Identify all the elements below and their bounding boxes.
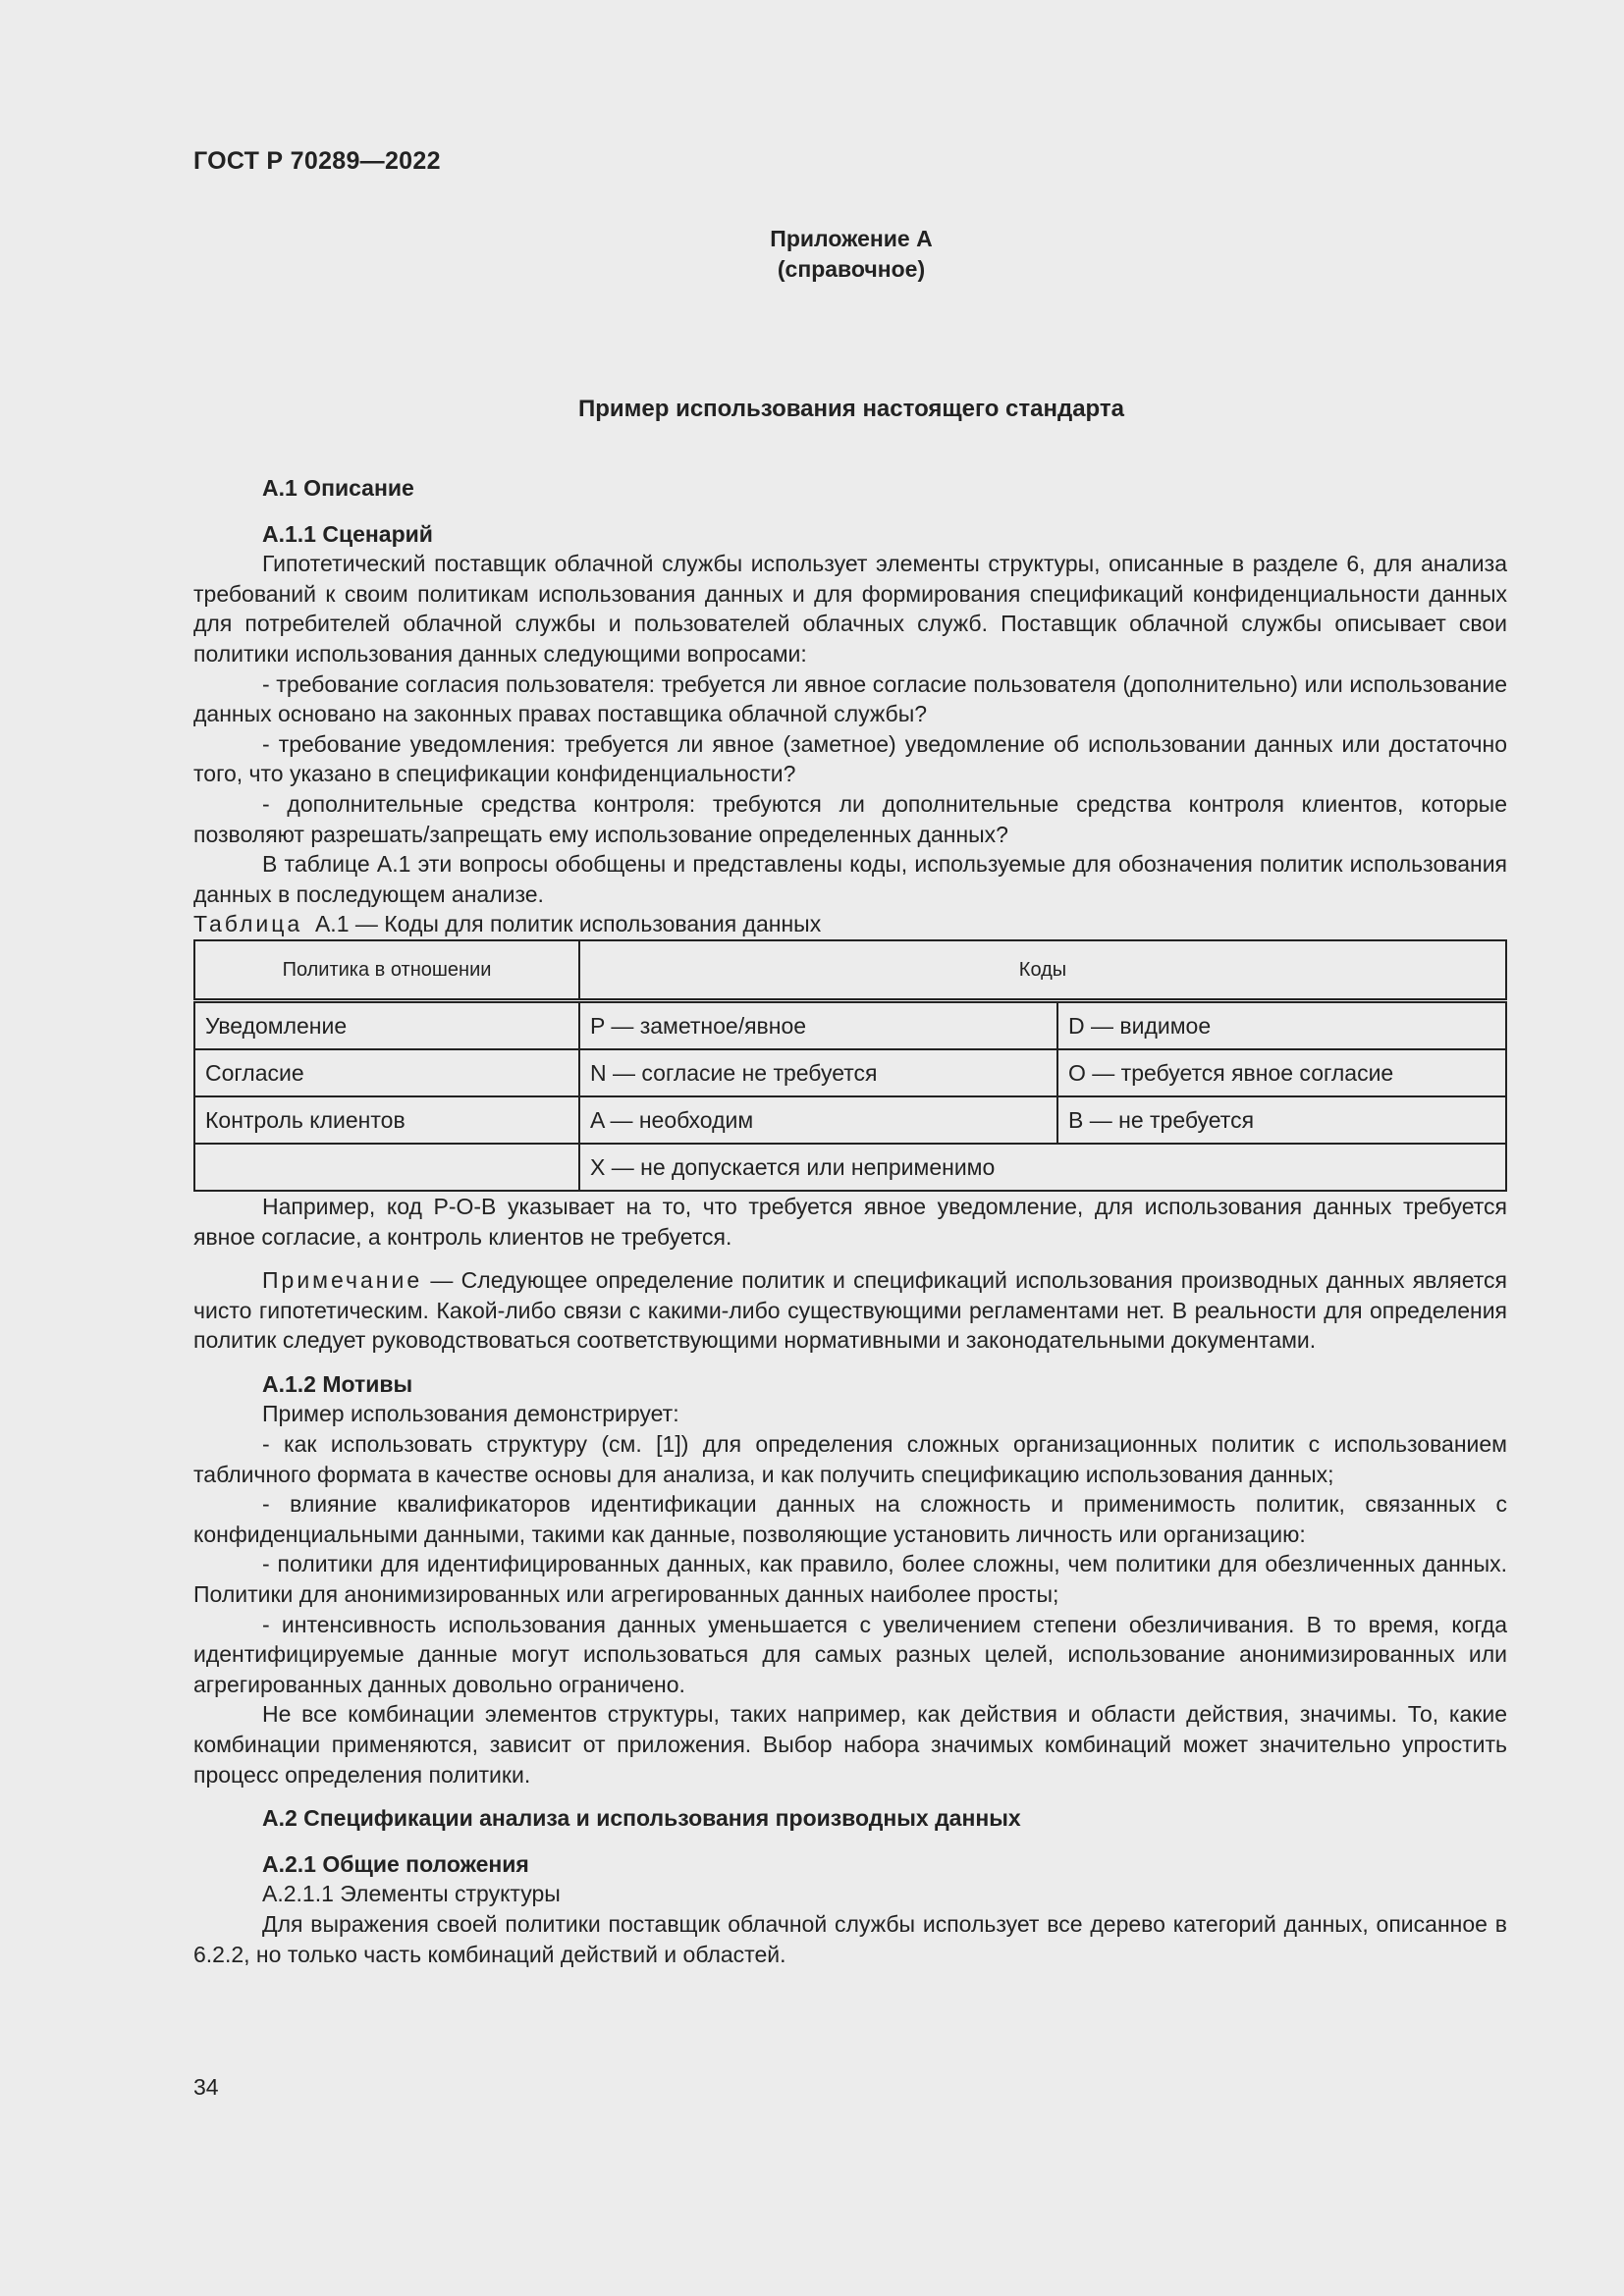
note-paragraph [193,1265,1507,1356]
table-caption-text: А.1 — Коды для политик использования данных [314,911,822,937]
list-item: - политики для идентифицированных данных, как правило, более сложны, чем политики для обезличенных данных. Политики для анонимизированных или агрегированных данных наиболее просты; [193,1551,1507,1608]
main-content [193,473,1507,1969]
table-header-policy: Политика в отношении [194,940,579,1001]
page-number: 34 [193,2074,219,2100]
list-item: - требование уведомления: требуется ли явное (заметное) уведомление об использовании данных или достаточно того, что указано в спецификации конфиденциальности? [193,730,1507,787]
table-row [194,1096,1506,1144]
codes-table [193,939,1507,1192]
table-cell: N — согласие не требуется [579,1049,1057,1096]
list-item: - дополнительные средства контроля: требуются ли дополнительные средства контроля клиентов, которые позволяют разрешать/запрещать ему использование определенных данных? [193,790,1507,847]
paragraph: Пример использования демонстрирует: [262,1401,679,1427]
section-heading-a112: А.1.2 Мотивы [262,1370,413,1397]
paragraph: Не все комбинации элементов структуры, таких например, как действия и области действия, значимы. То, какие комбинации применяются, зависит от приложения. Выбор набора значимых комбинаций может значительно упростить процесс определения политики. [193,1701,1507,1788]
table-cell: B — не требуется [1057,1096,1506,1144]
table-cell: X — не допускается или неприменимо [579,1144,1506,1191]
list-item: - влияние квалификаторов идентификации данных на сложность и применимость политик, связанных с конфиденциальными данными, такими как данные, позволяющие установить личность или организацию: [193,1491,1507,1547]
paragraph: Для выражения своей политики поставщик облачной службы использует все дерево категорий данных, описанное в 6.2.2, но только часть комбинаций действий и областей. [193,1910,1507,1967]
list-item: - требование согласия пользователя: требуется ли явное согласие пользователя (дополнительно) или использование данных основано на законных правах поставщика облачной службы? [193,670,1507,727]
table-cell: P — заметное/явное [579,1000,1057,1049]
table-cell: D — видимое [1057,1000,1506,1049]
table-cell [194,1144,579,1191]
table-header-codes: Коды [579,940,1506,1001]
paragraph: Гипотетический поставщик облачной службы использует элементы структуры, описанные в разделе 6, для анализа требований к своим политикам использования данных и для формирования спецификаций конфиденциальности данных для потребителей облачной службы и пользователей облачных служб. Поставщик облачной службы описывает свои политики использования данных следующими вопросами: [193,551,1507,667]
paragraph: Например, код P-O-B указывает на то, что требуется явное уведомление, для использования данных требуется явное согласие, а контроль клиентов не требуется. [193,1193,1507,1250]
list-item: - как использовать структуру (см. [1]) для определения сложных организационных политик с использованием табличного формата в качестве основы для анализа, и как получить спецификацию использования данных; [193,1431,1507,1487]
table-row [194,1000,1506,1049]
document-code: ГОСТ Р 70289—2022 [193,147,441,175]
annex-kind: (справочное) [777,256,926,282]
table-caption [193,909,1507,939]
annex-title: Пример использования настоящего стандарта [577,396,1124,422]
list-item: - интенсивность использования данных уменьшается с увеличением степени обезличивания. В то время, когда идентифицируемые данные могут использоваться для самых разных целей, использование анонимизированных или агрегированных данных довольно ограничено. [193,1611,1507,1697]
table-cell: Контроль клиентов [194,1096,579,1144]
table-row [194,1144,1506,1191]
section-heading-a1: А.1 Описание [262,475,414,501]
annex-label-block [0,224,1624,285]
paragraph: В таблице А.1 эти вопросы обобщены и представлены коды, используемые для обозначения политик использования данных в последующем анализе. [193,851,1507,907]
table-row [194,1049,1506,1096]
table-header-row [194,940,1506,1001]
table-cell: Уведомление [194,1000,579,1049]
table-cell: O — требуется явное согласие [1057,1049,1506,1096]
annex-label: Приложение А [770,226,933,251]
table-caption-word: Таблица [193,911,303,937]
section-heading-a2: А.2 Спецификации анализа и использования производных данных [262,1805,1021,1832]
section-heading-a111: А.1.1 Сценарий [262,520,433,547]
table-cell: Согласие [194,1049,579,1096]
table-cell: A — необходим [579,1096,1057,1144]
note-label: Примечание [262,1267,423,1294]
section-heading-a21: А.2.1 Общие положения [262,1850,529,1877]
note-text: — Следующее определение политик и спецификаций использования производных данных является чисто гипотетическим. Какой-либо связи с какими-либо существующими регламентами нет. В реальности для определения политик следует руководствоваться соответствующими нормативными и законодательными документами. [193,1267,1507,1354]
subsection-heading-a211: А.2.1.1 Элементы структуры [262,1881,561,1907]
